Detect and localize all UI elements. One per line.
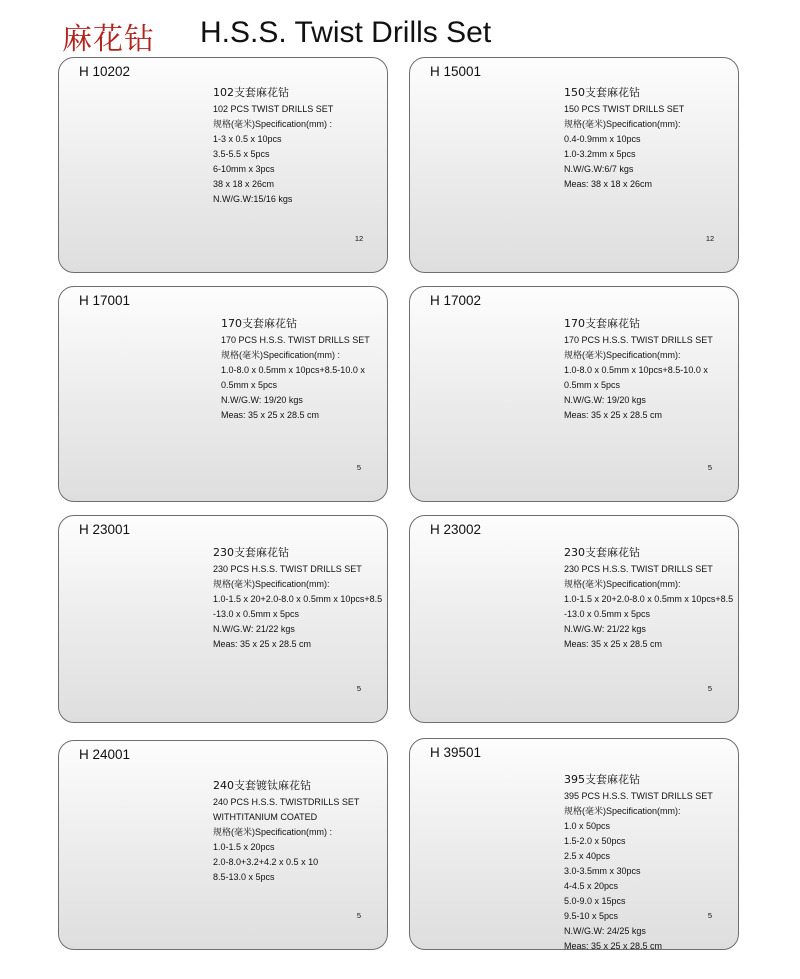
spec-line: 230 PCS H.S.S. TWIST DRILLS SET (564, 564, 713, 574)
spec-line: Meas: 35 x 25 x 28.5 cm (213, 639, 312, 649)
spec-line: 150 PCS TWIST DRILLS SET (564, 104, 685, 114)
spec-line: N.W/G.W: 19/20 kgs (221, 395, 303, 405)
product-card (58, 515, 388, 723)
carton-quantity: 5 (356, 684, 362, 693)
spec-line: -13.0 x 0.5mm x 5pcs (213, 609, 300, 619)
spec-line: 规格(毫米)Specification(mm) : (213, 827, 333, 837)
product-image (430, 327, 560, 467)
page-title-chinese: 麻花钻 (62, 22, 155, 57)
spec-line: 3.0-3.5mm x 30pcs (564, 866, 641, 876)
spec-line: Meas: 35 x 25 x 28.5 cm (564, 941, 663, 951)
product-card (58, 286, 388, 502)
spec-line: 4-4.5 x 20pcs (564, 881, 619, 891)
product-card (58, 740, 388, 950)
carton-icon (694, 463, 726, 491)
carton-icon (694, 684, 726, 712)
spec-line: 规格(毫米)Specification(mm): (564, 806, 681, 816)
spec-line: 395 PCS H.S.S. TWIST DRILLS SET (564, 791, 713, 801)
spec-line: 102 PCS TWIST DRILLS SET (213, 104, 334, 114)
spec-line: Meas: 35 x 25 x 28.5 cm (564, 639, 663, 649)
carton-icon (694, 234, 726, 262)
spec-line: 1.0 x 50pcs (564, 821, 611, 831)
product-image (77, 556, 207, 696)
product-specs (213, 777, 359, 885)
product-specs (221, 315, 370, 423)
spec-line: 1.0-3.2mm x 5pcs (564, 149, 636, 159)
spec-line: 38 x 18 x 26cm (213, 179, 275, 189)
spec-line: 0.4-0.9mm x 10pcs (564, 134, 641, 144)
spec-line: 1.0-1.5 x 20+2.0-8.0 x 0.5mm x 10pcs+8.5 (564, 594, 734, 604)
product-specs (564, 84, 684, 192)
carton-quantity: 5 (707, 684, 713, 693)
carton-icon (343, 911, 375, 939)
spec-line: 170 PCS H.S.S. TWIST DRILLS SET (221, 335, 370, 345)
product-code: H 39501 (430, 745, 482, 760)
spec-line: 2.5 x 40pcs (564, 851, 611, 861)
product-code: H 17002 (430, 293, 482, 308)
product-name-chinese: 240支套镀钛麻花钻 (213, 779, 311, 792)
product-image (430, 556, 560, 696)
product-code: H 15001 (430, 64, 482, 79)
spec-line: N.W/G.W:15/16 kgs (213, 194, 293, 204)
product-specs (564, 544, 733, 652)
spec-line: N.W/G.W: 24/25 kgs (564, 926, 646, 936)
product-specs (564, 771, 713, 954)
product-image (77, 327, 207, 467)
product-specs (564, 315, 713, 423)
spec-line: Meas: 35 x 25 x 28.5 cm (221, 410, 320, 420)
product-card (409, 286, 739, 502)
spec-line: 规格(毫米)Specification(mm) : (221, 350, 341, 360)
product-name-chinese: 102支套麻花钻 (213, 86, 289, 99)
spec-line: -13.0 x 0.5mm x 5pcs (564, 609, 651, 619)
product-code: H 23001 (79, 522, 131, 537)
product-card (409, 515, 739, 723)
carton-quantity: 5 (707, 463, 713, 472)
spec-line: 0.5mm x 5pcs (221, 380, 278, 390)
spec-line: 2.0-8.0+3.2+4.2 x 0.5 x 10 (213, 857, 319, 867)
product-image (99, 84, 187, 264)
carton-quantity: 12 (354, 234, 364, 243)
spec-line: 规格(毫米)Specification(mm): (564, 579, 681, 589)
carton-icon (343, 684, 375, 712)
spec-line: 1.0-8.0 x 0.5mm x 10pcs+8.5-10.0 x (221, 365, 365, 375)
product-card (409, 738, 739, 950)
page-title-english: H.S.S. Twist Drills Set (200, 16, 492, 49)
spec-line: N.W/G.W: 21/22 kgs (213, 624, 295, 634)
product-name-chinese: 230支套麻花钻 (564, 546, 640, 559)
product-specs (213, 84, 333, 207)
spec-line: N.W/G.W: 19/20 kgs (564, 395, 646, 405)
spec-line: 1.0-1.5 x 20+2.0-8.0 x 0.5mm x 10pcs+8.5 (213, 594, 383, 604)
product-name-chinese: 395支套麻花钻 (564, 773, 640, 786)
product-code: H 23002 (430, 522, 482, 537)
spec-line: 1.5-2.0 x 50pcs (564, 836, 626, 846)
product-code: H 17001 (79, 293, 131, 308)
product-image (450, 84, 550, 264)
spec-line: WITHTITANIUM COATED (213, 812, 318, 822)
product-name-chinese: 170支套麻花钻 (564, 317, 640, 330)
spec-line: N.W/G.W:6/7 kgs (564, 164, 634, 174)
spec-line: 230 PCS H.S.S. TWIST DRILLS SET (213, 564, 362, 574)
spec-line: 5.0-9.0 x 15pcs (564, 896, 626, 906)
spec-line: 规格(毫米)Specification(mm): (564, 350, 681, 360)
product-image (73, 781, 213, 925)
spec-line: N.W/G.W: 21/22 kgs (564, 624, 646, 634)
product-image (432, 779, 560, 929)
product-name-chinese: 150支套麻花钻 (564, 86, 640, 99)
carton-quantity: 5 (356, 463, 362, 472)
product-specs (213, 544, 382, 652)
spec-line: 1.0-8.0 x 0.5mm x 10pcs+8.5-10.0 x (564, 365, 708, 375)
carton-quantity: 5 (707, 911, 713, 920)
product-card (409, 57, 739, 273)
spec-line: Meas: 35 x 25 x 28.5 cm (564, 410, 663, 420)
spec-line: 6-10mm x 3pcs (213, 164, 275, 174)
spec-line: 0.5mm x 5pcs (564, 380, 621, 390)
spec-line: 8.5-13.0 x 5pcs (213, 872, 275, 882)
spec-line: Meas: 38 x 18 x 26cm (564, 179, 653, 189)
carton-icon (694, 911, 726, 939)
carton-icon (343, 463, 375, 491)
product-name-chinese: 230支套麻花钻 (213, 546, 289, 559)
spec-line: 规格(毫米)Specification(mm): (213, 579, 330, 589)
spec-line: 3.5-5.5 x 5pcs (213, 149, 270, 159)
product-code: H 24001 (79, 747, 131, 762)
spec-line: 1.0-1.5 x 20pcs (213, 842, 275, 852)
spec-line: 170 PCS H.S.S. TWIST DRILLS SET (564, 335, 713, 345)
spec-line: 1-3 x 0.5 x 10pcs (213, 134, 282, 144)
spec-line: 240 PCS H.S.S. TWISTDRILLS SET (213, 797, 360, 807)
carton-quantity: 5 (356, 911, 362, 920)
product-name-chinese: 170支套麻花钻 (221, 317, 297, 330)
spec-line: 9.5-10 x 5pcs (564, 911, 619, 921)
carton-quantity: 12 (705, 234, 715, 243)
carton-icon (343, 234, 375, 262)
spec-line: 规格(毫米)Specification(mm): (564, 119, 681, 129)
spec-line: 规格(毫米)Specification(mm) : (213, 119, 333, 129)
product-card (58, 57, 388, 273)
product-code: H 10202 (79, 64, 131, 79)
